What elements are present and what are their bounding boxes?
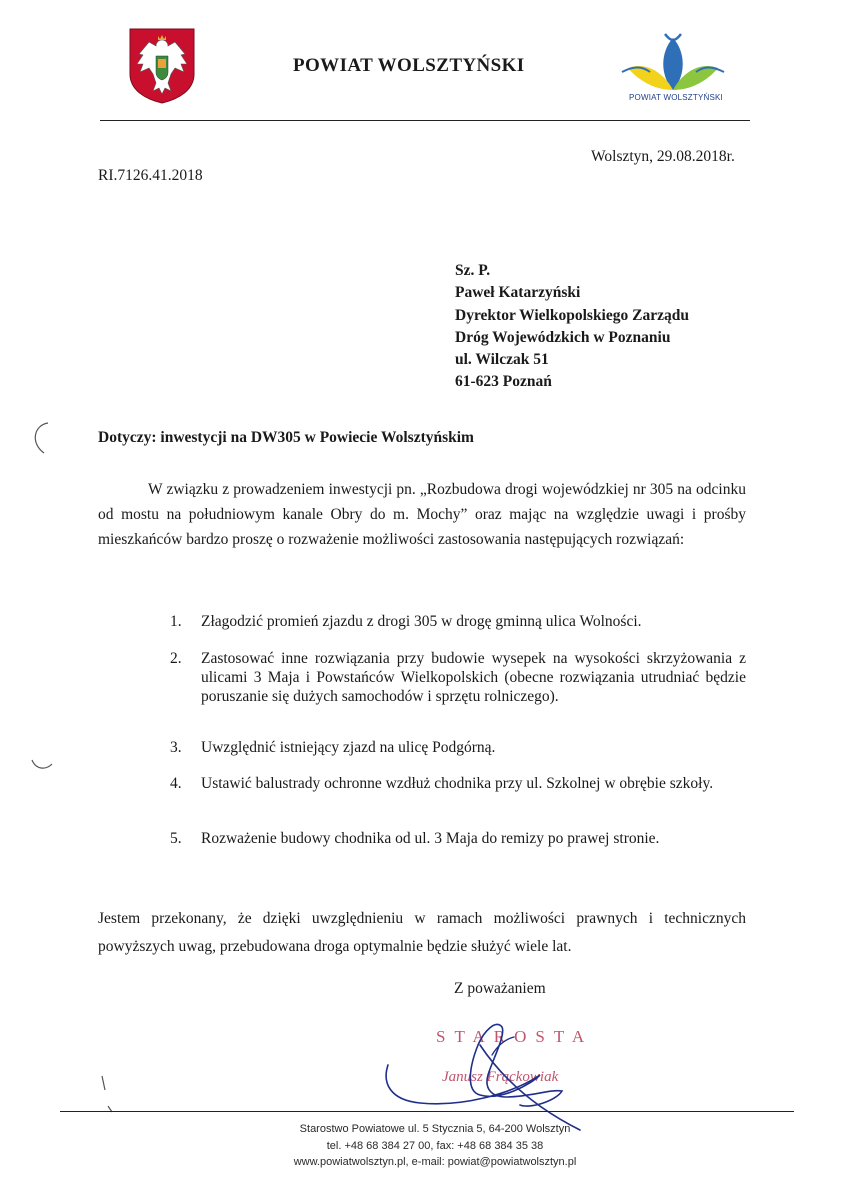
list-item-number: 1. (170, 613, 182, 630)
footer-phone: tel. +48 68 384 27 00, fax: +48 68 384 35 38 (326, 1139, 544, 1152)
subject-line: Dotyczy: inwestycji na DW305 w Powiecie Wolsztyńskim (98, 429, 474, 446)
header-title: POWIAT WOLSZTYŃSKI (293, 55, 525, 76)
intro-text: W związku z prowadzeniem inwestycji pn. „Rozbudowa drogi wojewódzkiej nr 305 na odcinku od mostu na południowym kanale Obry do m. Mochy” oraz mając na względzie uwagi i prośby mieszkańców bardzo proszę o rozważenie możliwości zastosowania następujących rozwiązań: (98, 481, 746, 548)
list-item-number: 2. (170, 650, 182, 667)
footer-divider (60, 1111, 794, 1112)
reference-number: RI.7126.41.2018 (98, 167, 203, 184)
recipient-position: Dyrektor Wielkopolskiego Zarządu (455, 306, 689, 324)
list-item (170, 738, 746, 757)
footer-web: www.powiatwolsztyn.pl, e-mail: powiat@powiatwolsztyn.pl (293, 1156, 577, 1168)
brand-logo-caption: POWIAT WOLSZTYŃSKI (629, 93, 723, 102)
recipient-address (455, 260, 689, 394)
list-item-text: Uwzględnić istniejący zjazd na ulicę Podgórną. (201, 739, 496, 756)
list-item-number: 3. (170, 739, 182, 756)
list-item (170, 829, 746, 848)
recipient-salutation: Sz. P. (455, 262, 491, 279)
dateline: Wolsztyn, 29.08.2018r. (591, 148, 735, 165)
powiat-brand-logo (618, 32, 728, 92)
recipient-street: ul. Wilczak 51 (455, 351, 549, 369)
scan-mark-top (28, 415, 58, 465)
intro-paragraph (98, 478, 746, 552)
list-item-text: Rozważenie budowy chodnika od ul. 3 Maja do remizy po prawej stronie. (201, 830, 660, 847)
stamp-title: STAROSTA (436, 1027, 594, 1046)
recipient-name: Paweł Katarzyński (455, 284, 581, 302)
list-item-text: Zastosować inne rozwiązania przy budowie wysepek na wysokości skrzyżowania z ulicami 3 Maja i Powstańców Wielkopolskich (obecne rozwiązania utrudniać będzie poruszanie się dużych samochodów i sprzętu rolniczego). (201, 650, 746, 706)
footer-address: Starostwo Powiatowe ul. 5 Stycznia 5, 64-200 Wolsztyn (299, 1123, 571, 1135)
list-item (170, 649, 746, 707)
footer-contact (200, 1121, 670, 1171)
recipient-organization: Dróg Wojewódzkich w Poznaniu (455, 328, 671, 346)
list-item (170, 774, 746, 793)
coat-of-arms-logo (129, 28, 195, 104)
closing-paragraph (98, 905, 746, 961)
recipient-city: 61-623 Poznań (455, 373, 552, 391)
scan-mark-middle (28, 748, 58, 778)
closing-text: Jestem przekonany, że dzięki uwzględnieniu w ramach możliwości prawnych i technicznych powyższych uwag, przebudowana droga optymalnie będzie służyć wiele lat. (98, 910, 746, 955)
list-item-number: 4. (170, 775, 182, 792)
list-item-text: Ustawić balustrady ochronne wzdłuż chodnika przy ul. Szkolnej w obrębie szkoły. (201, 775, 714, 792)
list-item-text: Złagodzić promień zjazdu z drogi 305 w drogę gminną ulica Wolności. (201, 613, 642, 630)
header-divider (100, 120, 750, 121)
stamp-name: Janusz Frąckowiak (442, 1069, 559, 1085)
handwritten-signature (380, 1005, 600, 1135)
scan-mark-bottom (96, 1072, 120, 1116)
list-item-number: 5. (170, 830, 182, 847)
list-item (170, 612, 746, 631)
regards-line: Z poważaniem (454, 980, 546, 997)
